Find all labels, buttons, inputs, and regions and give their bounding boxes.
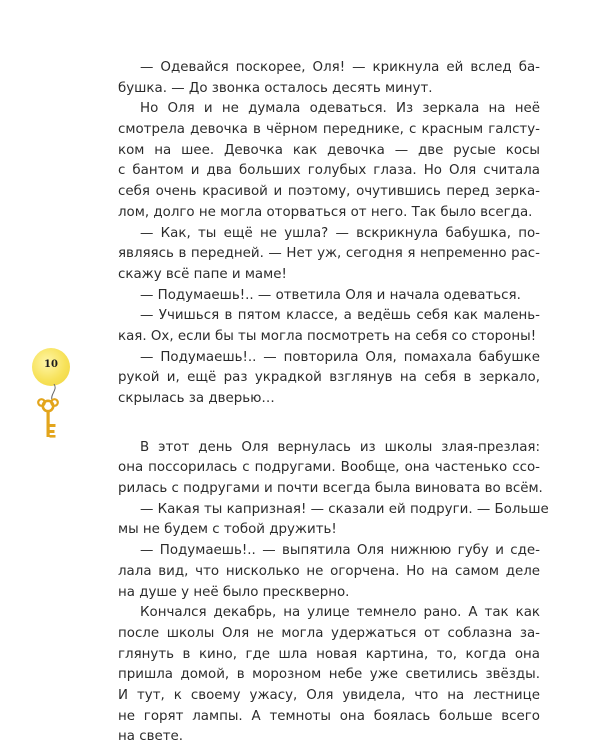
- paragraph: [118, 541, 540, 603]
- text-line: мы не будем с тобой дружить!: [118, 522, 337, 538]
- text-line: — Подумаешь!.. — выпятила Оля нижнюю губу и сде-: [140, 543, 540, 559]
- text-line: являясь в передней. — Нет уж, сегодня я непременно рас-: [118, 246, 540, 262]
- text-line: рукой и, ещё раз украдкой взглянув на себя в зеркало,: [118, 370, 540, 386]
- text-line: на свете.: [118, 729, 184, 745]
- text-line: — Как, ты ещё не ушла? — вскрикнула бабушка, по-: [140, 225, 540, 241]
- key-icon: [28, 384, 68, 444]
- text-line: не горят лампы. А темноты она боялась больше всего: [118, 708, 540, 724]
- paragraph: [118, 603, 540, 748]
- text-line: лом, долго не могла оторваться от него. Так было всегда.: [118, 204, 533, 220]
- text-line: пришла домой, в морозном небе уже светились звёзды.: [118, 667, 540, 683]
- paragraph: [118, 286, 540, 307]
- text-line: — Какая ты капризная! — сказали ей подруги. — Больше: [140, 501, 549, 517]
- text-line: себя очень красивой и поэтому, очутившись перед зерка-: [118, 184, 540, 200]
- text-line: Но Оля и не думала одеваться. Из зеркала на неё: [140, 101, 540, 117]
- text-line: В этот день Оля вернулась из школы злая-презлая:: [140, 439, 540, 455]
- text-line: смотрела девочка в чёрном переднике, с красным галсту-: [118, 122, 540, 138]
- paragraph: [118, 58, 540, 99]
- story-text: [118, 58, 549, 748]
- paragraph: [118, 99, 540, 223]
- text-line: кая. Ох, если бы ты могла посмотреть на себя со стороны!: [118, 328, 537, 344]
- text-line: с бантом и два больших голубых глаза. Но Оля считала: [118, 163, 540, 179]
- text-line: скрылась за дверью…: [118, 391, 275, 406]
- text-line: Кончался декабрь, на улице темнело рано. А так как: [140, 605, 540, 621]
- paragraph: [118, 348, 540, 410]
- text-line: ком на шее. Девочка как девочка — две русые косы: [118, 142, 540, 158]
- text-line: — Подумаешь!.. — ответила Оля и начала одеваться.: [140, 287, 521, 303]
- text-line: бушка. — До звонка осталось десять минут.: [118, 80, 433, 96]
- text-line: — Подумаешь!.. — повторила Оля, помахала бабушке: [140, 349, 540, 365]
- paragraph: [118, 306, 540, 347]
- paragraph: [118, 224, 540, 286]
- text-line: — Учишься в пятом классе, а ведёшь себя как малень-: [140, 308, 540, 324]
- text-line: на душе у неё было прескверно.: [118, 584, 350, 600]
- text-line: скажу всё папе и маме!: [118, 266, 287, 282]
- text-line: после школы Оля не могла удержаться от соблазна за-: [118, 625, 540, 641]
- text-line: глянуть в кино, где шла новая картина, то, когда она: [118, 646, 540, 662]
- text-line: рилась с подругами и почти всегда была виновата во всём.: [118, 481, 543, 497]
- page-number-badge: [32, 348, 70, 386]
- text-line: лала вид, что нисколько не огорчена. Но на самом деле: [118, 563, 540, 579]
- page-number: 10: [44, 359, 58, 370]
- paragraph: [118, 438, 543, 500]
- paragraph: [118, 500, 549, 541]
- text-line: — Одевайся поскорее, Оля! — крикнула ей вслед ба-: [140, 60, 540, 75]
- paragraph-gap: [118, 410, 540, 438]
- text-line: она поссорилась с подругами. Вообще, она частенько ссо-: [118, 460, 540, 476]
- text-line: И тут, к своему ужасу, Оля увидела, что на лестнице: [118, 687, 540, 703]
